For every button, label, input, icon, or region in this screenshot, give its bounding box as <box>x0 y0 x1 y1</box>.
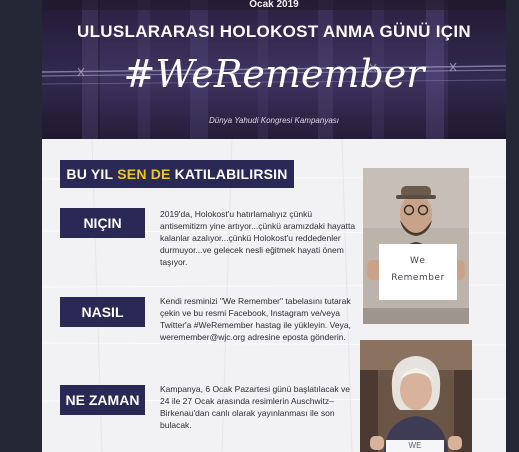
viewer-left-margin <box>0 0 42 452</box>
campaign-subtitle: Dünya Yahudi Kongresi Kampanyası <box>208 116 339 125</box>
page-title: ULUSLARARASI HOLOKOST ANMA GÜNÜ IÇIN <box>77 22 471 41</box>
section-text-why: 2019'da, Holokost'u hatırlamalıyız çünkü antisemitizm yine artıyor...çünkü aramızdaki hayatta kalanlar azalıyor...çünkü Holokost'u reddedenler durmuyor...ve gelecek nesli eğitmek hayati önem taşıyor. <box>160 209 356 267</box>
we-remember-sign-2: WE <box>386 440 444 452</box>
hashtag-logo: #WeRemember <box>123 52 425 96</box>
section-text-when: Kampanya, 6 Ocak Pazartesi günü başlatılacak ve 24 ile 27 Ocak arasında resimlerin Auschwitz–Birkenau'dan canlı olarak yayınlanması ile son bulacak. <box>160 384 350 430</box>
headline-part2: KATILABILIRSIN <box>174 166 288 182</box>
sign-line-2: Remember <box>391 273 445 283</box>
woman-illustration <box>360 340 472 452</box>
headline-highlight: SEN DE <box>117 166 171 182</box>
headline-part1: BU YIL <box>66 166 114 182</box>
section-text-how: Kendi resminizi "We Remember" tabelasını tutarak çekin ve bu resmi Facebook, Instagram ve/veya Twitter'a #WeRemember hastag ile yükleyin. Veya, weremember@wjc.org adresine eposta gönderin. <box>160 296 351 342</box>
header-banner <box>42 0 506 139</box>
photo-man-with-sign <box>363 168 469 324</box>
date-label: Ocak 2019 <box>249 0 299 10</box>
section-label-when: NE ZAMAN <box>60 385 145 415</box>
campaign-poster <box>42 0 506 452</box>
photo-woman-with-sign <box>360 340 472 452</box>
headline-banner <box>60 160 294 188</box>
viewer-right-margin <box>506 0 519 452</box>
section-label-how: NASIL <box>60 297 145 327</box>
sign-line-1: We <box>410 256 426 266</box>
section-label-why: NIÇIN <box>60 208 145 238</box>
we-remember-sign <box>379 244 457 300</box>
